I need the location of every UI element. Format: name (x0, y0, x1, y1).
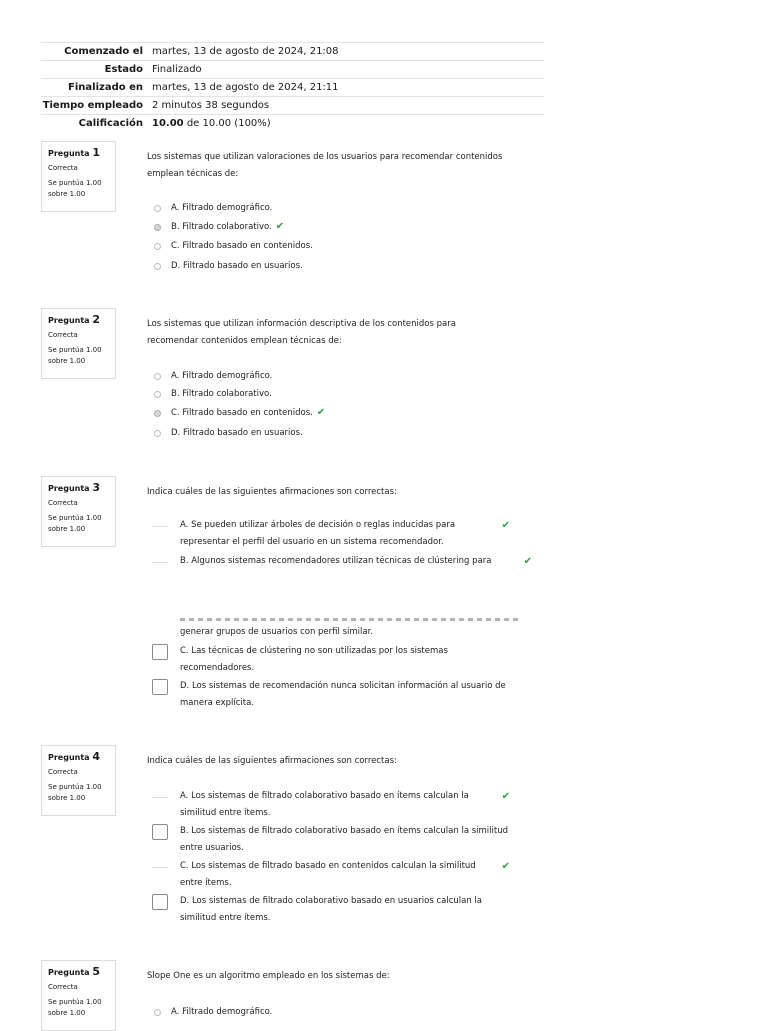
option-label: B. Los sistemas de filtrado colaborativo basado en ítems calculan la similitud entre usuarios. (180, 826, 508, 853)
question-status: Correcta (48, 499, 78, 507)
question-status: Correcta (48, 983, 78, 991)
question-number (48, 751, 109, 763)
option-label: C. Las técnicas de clústering no son utilizadas por los sistemas recomendadores. (180, 646, 448, 673)
option-d[interactable] (154, 427, 303, 439)
radio-button[interactable] (154, 410, 161, 417)
summary-row-started (41, 42, 544, 60)
summary-value: martes, 13 de agosto de 2024, 21:11 (152, 82, 339, 93)
check-icon: ✔ (501, 520, 510, 531)
summary-value: Finalizado (152, 64, 202, 75)
question-number-value: 3 (92, 481, 101, 494)
checkbox[interactable] (152, 526, 168, 527)
option-c[interactable] (154, 240, 313, 252)
grade-value: 10.00 (152, 118, 184, 129)
summary-value: 2 minutos 38 segundos (152, 100, 270, 111)
option-label: B. Filtrado colaborativo. (171, 222, 272, 232)
checkbox[interactable] (152, 824, 168, 840)
option-a[interactable] (152, 517, 532, 551)
question-prefix: Pregunta (48, 316, 90, 325)
question-text: Los sistemas que utilizan valoraciones de los usuarios para recomendar contenidos emplean técnicas de: (147, 152, 503, 179)
question-number (48, 482, 109, 494)
question-text: Indica cuáles de las siguientes afirmaciones son correctas: (147, 487, 397, 497)
summary-label: Calificación (78, 118, 143, 129)
summary-label: Comenzado el (64, 46, 143, 57)
question-info-2 (41, 308, 116, 379)
option-b-continued (152, 624, 532, 641)
summary-row-finished (41, 78, 544, 96)
checkbox[interactable] (152, 867, 168, 868)
option-c[interactable] (154, 407, 325, 419)
option-label: C. Los sistemas de filtrado basado en contenidos calculan la similitud entre ítems. (180, 861, 476, 888)
radio-button[interactable] (154, 263, 161, 270)
option-b[interactable] (154, 221, 284, 233)
option-label: A. Filtrado demográfico. (171, 1007, 273, 1017)
radio-button[interactable] (154, 243, 161, 250)
question-score: Se puntúa 1.00 sobre 1.00 (48, 783, 102, 802)
question-number (48, 314, 109, 326)
option-b[interactable] (152, 553, 532, 570)
option-label: D. Los sistemas de recomendación nunca solicitan información al usuario de manera explícita. (180, 681, 506, 708)
summary-row-grade (41, 114, 544, 132)
option-label: A. Los sistemas de filtrado colaborativo basado en ítems calculan la similitud entre ítems. (180, 791, 469, 818)
question-text: Los sistemas que utilizan información descriptiva de los contenidos para recomendar contenidos emplean técnicas de: (147, 319, 456, 346)
summary-value (152, 115, 544, 132)
check-icon: ✔ (275, 221, 285, 232)
option-label: A. Filtrado demográfico. (171, 203, 273, 213)
question-prefix: Pregunta (48, 484, 90, 493)
question-info-3 (41, 476, 116, 547)
option-a[interactable] (154, 370, 272, 382)
option-label: A. Filtrado demográfico. (171, 371, 273, 381)
question-info-1 (41, 141, 116, 212)
question-text: Indica cuáles de las siguientes afirmaciones son correctas: (147, 756, 397, 766)
check-icon: ✔ (501, 861, 510, 872)
question-info-4 (41, 745, 116, 816)
summary-label: Tiempo empleado (42, 100, 143, 111)
option-a[interactable] (154, 1006, 272, 1018)
option-label: D. Filtrado basado en usuarios. (171, 261, 303, 271)
option-label: D. Los sistemas de filtrado colaborativo basado en usuarios calculan la similitud entre ítems. (180, 896, 483, 923)
radio-button[interactable] (154, 391, 161, 398)
option-d[interactable] (154, 260, 303, 272)
check-icon: ✔ (316, 407, 326, 418)
question-score: Se puntúa 1.00 sobre 1.00 (48, 179, 102, 198)
option-c[interactable] (152, 643, 532, 677)
checkbox[interactable] (152, 562, 168, 563)
question-number (48, 966, 109, 978)
checkbox[interactable] (152, 644, 168, 660)
option-d[interactable] (152, 678, 532, 712)
checkbox[interactable] (152, 797, 168, 798)
question-number-value: 1 (92, 146, 101, 159)
radio-button[interactable] (154, 224, 161, 231)
option-label: B. Algunos sistemas recomendadores utilizan técnicas de clústering para (180, 556, 492, 566)
summary-label: Finalizado en (68, 82, 143, 93)
question-prefix: Pregunta (48, 149, 90, 158)
question-prefix: Pregunta (48, 968, 90, 977)
grade-total: de 10.00 (100%) (183, 118, 271, 129)
option-c[interactable] (152, 858, 532, 892)
option-a[interactable] (152, 788, 532, 822)
summary-row-time (41, 96, 544, 114)
question-score: Se puntúa 1.00 sobre 1.00 (48, 998, 102, 1017)
question-number-value: 2 (92, 313, 101, 326)
question-status: Correcta (48, 768, 78, 776)
summary-label: Estado (104, 64, 143, 75)
page-break-fragment (180, 613, 520, 621)
option-b[interactable] (152, 823, 532, 857)
option-b[interactable] (154, 388, 272, 400)
question-number (48, 147, 109, 159)
summary-row-state (41, 60, 544, 78)
summary-value: martes, 13 de agosto de 2024, 21:08 (152, 46, 339, 57)
question-text: Slope One es un algoritmo empleado en los sistemas de: (147, 971, 390, 981)
check-icon: ✔ (501, 791, 510, 802)
radio-button[interactable] (154, 430, 161, 437)
radio-button[interactable] (154, 205, 161, 212)
attempt-summary (41, 42, 544, 132)
question-prefix: Pregunta (48, 753, 90, 762)
question-number-value: 4 (92, 750, 101, 763)
option-label: C. Filtrado basado en contenidos. (171, 241, 313, 251)
radio-button[interactable] (154, 373, 161, 380)
option-a[interactable] (154, 202, 272, 214)
option-label: D. Filtrado basado en usuarios. (171, 428, 303, 438)
question-score: Se puntúa 1.00 sobre 1.00 (48, 346, 102, 365)
option-label: generar grupos de usuarios con perfil similar. (180, 627, 373, 637)
question-score: Se puntúa 1.00 sobre 1.00 (48, 514, 102, 533)
question-status: Correcta (48, 164, 78, 172)
option-label: C. Filtrado basado en contenidos. (171, 408, 313, 418)
option-label: B. Filtrado colaborativo. (171, 389, 272, 399)
option-d[interactable] (152, 893, 532, 927)
checkbox[interactable] (152, 679, 168, 695)
checkbox[interactable] (152, 894, 168, 910)
option-label: A. Se pueden utilizar árboles de decisión o reglas inducidas para representar el perfil del usuario en un sistema recomendador. (180, 520, 456, 547)
check-icon: ✔ (523, 556, 532, 567)
question-status: Correcta (48, 331, 78, 339)
question-number-value: 5 (92, 965, 101, 978)
radio-button[interactable] (154, 1009, 161, 1016)
question-info-5 (41, 960, 116, 1031)
